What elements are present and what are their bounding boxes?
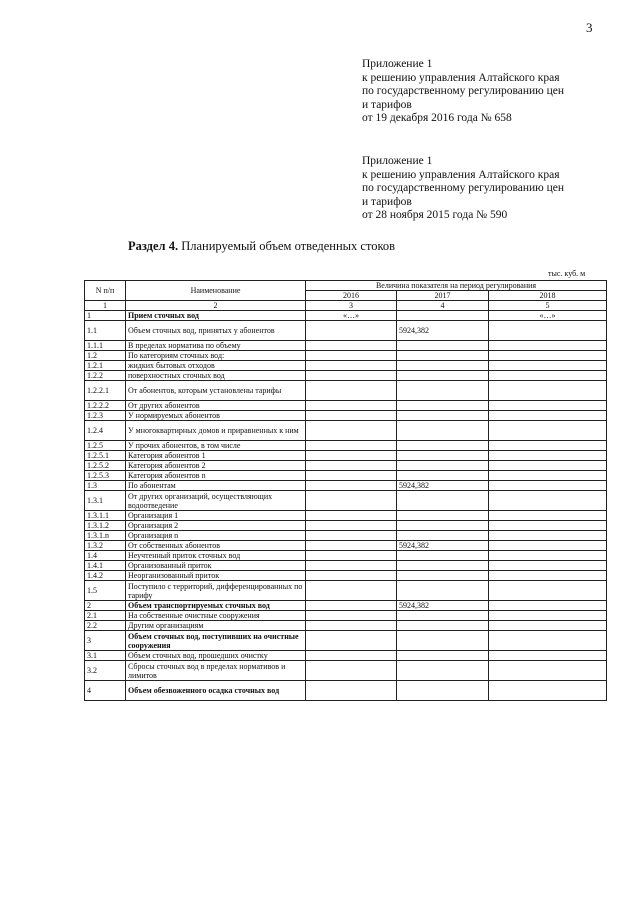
table-row [85,571,607,581]
row-name: Организация 2 [126,521,306,531]
row-name: По категориям сточных вод: [126,351,306,361]
row-name: От абонентов, которым установлены тарифы [126,381,306,401]
row-number: 1.3 [85,481,126,491]
row-name: Организация 1 [126,511,306,521]
value-2016 [306,661,397,681]
table-row [85,631,607,651]
value-2018 [489,531,607,541]
row-name: Сбросы сточных вод в пределах нормативов и лимитов [126,661,306,681]
table-header-row [85,281,607,291]
row-number: 2.1 [85,611,126,621]
row-name: У нормируемых абонентов [126,411,306,421]
value-2017 [397,341,489,351]
row-number: 1.3.1.1 [85,511,126,521]
value-2017 [397,371,489,381]
value-2016 [306,351,397,361]
appendix-current [362,58,612,126]
value-2018 [489,551,607,561]
value-2018 [489,491,607,511]
value-2018 [489,621,607,631]
table-row [85,491,607,511]
value-2016 [306,521,397,531]
value-2017 [397,571,489,581]
value-2016 [306,381,397,401]
table-row [85,521,607,531]
appendix-line: и тарифов [362,98,412,111]
row-number: 1.2 [85,351,126,361]
header-name: Наименование [126,281,306,301]
table-row [85,381,607,401]
value-2018 [489,571,607,581]
value-2017 [397,471,489,481]
table-row [85,511,607,521]
table-row [85,661,607,681]
table-row [85,461,607,471]
value-2016 [306,411,397,421]
appendix-previous [362,155,612,223]
row-name: От других организаций, осуществляющих водоотведение [126,491,306,511]
table-row [85,401,607,411]
row-number: 2.2 [85,621,126,631]
value-2018 [489,541,607,551]
col-number: 2 [126,301,306,311]
table-row [85,411,607,421]
table-row [85,581,607,601]
row-number: 4 [85,681,126,701]
row-number: 3 [85,631,126,651]
row-number: 1.2.3 [85,411,126,421]
value-2018 [489,511,607,521]
value-2016 [306,511,397,521]
appendix-line: к решению управления Алтайского края [362,168,560,181]
row-name: От собственных абонентов [126,541,306,551]
table-row [85,361,607,371]
table-row [85,451,607,461]
row-number: 2 [85,601,126,611]
row-number: 1.4.1 [85,561,126,571]
value-2018 [489,351,607,361]
appendix-line: к решению управления Алтайского края [362,71,560,84]
value-2016 [306,531,397,541]
value-2017 [397,361,489,371]
row-number: 1.2.2.2 [85,401,126,411]
appendix-line: от 28 ноября 2015 года № 590 [362,209,508,221]
value-2016 [306,481,397,491]
section-label: Раздел 4. [128,239,179,253]
table-row [85,311,607,321]
value-2018 [489,341,607,351]
value-2018 [489,521,607,531]
value-2016 [306,551,397,561]
value-2016 [306,471,397,481]
table-row [85,471,607,481]
table-row [85,371,607,381]
table-row [85,421,607,441]
header-period: Величина показателя на период регулирования [306,281,607,291]
value-2017 [397,401,489,411]
row-name: На собственные очистные сооружения [126,611,306,621]
value-2017 [397,551,489,561]
appendix-title: Приложение 1 [362,155,433,167]
value-2018 [489,321,607,341]
table-row [85,321,607,341]
header-num: N п/п [85,281,126,301]
row-name: Организованный приток [126,561,306,571]
value-2017: 5924,382 [397,601,489,611]
header-year-2016: 2016 [306,291,397,301]
row-name: Неучтенный приток сточных вод [126,551,306,561]
value-2017 [397,421,489,441]
col-number: 3 [306,301,397,311]
value-2018 [489,661,607,681]
row-number: 1.2.5.2 [85,461,126,471]
row-name: Объем сточных вод, принятых у абонентов [126,321,306,341]
value-2018 [489,461,607,471]
value-2018 [489,601,607,611]
value-2017 [397,451,489,461]
row-name: Неорганизованный приток [126,571,306,581]
value-2017 [397,311,489,321]
row-number: 1.2.5.3 [85,471,126,481]
value-2016 [306,541,397,551]
value-2018 [489,371,607,381]
appendix-line: по государственному регулированию цен [362,85,565,97]
value-2017 [397,441,489,451]
value-2017: 5924,382 [397,541,489,551]
row-number: 1.2.2 [85,371,126,381]
row-name: Категория абонентов n [126,471,306,481]
table-row [85,561,607,571]
value-2018 [489,441,607,451]
table-row [85,481,607,491]
value-2016 [306,601,397,611]
value-2016 [306,341,397,351]
row-name: По абонентам [126,481,306,491]
value-2017 [397,561,489,571]
value-2016 [306,371,397,381]
value-2016 [306,621,397,631]
row-number: 1.2.2.1 [85,381,126,401]
value-2017 [397,381,489,401]
value-2016 [306,491,397,511]
row-number: 1.3.1.n [85,531,126,541]
row-name: Объем обезвоженного осадка сточных вод [126,681,306,701]
row-name: У многоквартирных домов и приравненных к ним [126,421,306,441]
table-row [85,601,607,611]
row-name: жидких бытовых отходов [126,361,306,371]
value-2017 [397,631,489,651]
value-2016 [306,321,397,341]
value-2016 [306,441,397,451]
value-2017 [397,621,489,631]
table-row [85,351,607,361]
row-name: Другим организациям [126,621,306,631]
value-2018 [489,381,607,401]
value-2017 [397,531,489,541]
value-2016: «…» [306,311,397,321]
value-2017 [397,511,489,521]
row-name: У прочих абонентов, в том числе [126,441,306,451]
value-2016 [306,571,397,581]
table-colnum-row [85,301,607,311]
value-2018 [489,581,607,601]
section-title [128,239,395,254]
row-number: 1.5 [85,581,126,601]
value-2017 [397,661,489,681]
row-number: 1.1.1 [85,341,126,351]
table-row [85,551,607,561]
value-2017 [397,461,489,471]
value-2016 [306,581,397,601]
appendix-line: и тарифов [362,195,412,208]
value-2018 [489,681,607,701]
value-2017 [397,491,489,511]
section-heading: Планируемый объем отведенных стоков [181,239,396,253]
row-name: Категория абонентов 1 [126,451,306,461]
volume-table [84,280,607,701]
value-2018 [489,421,607,441]
col-number: 4 [397,301,489,311]
row-name: Объем транспортируемых сточных вод [126,601,306,611]
row-number: 1.2.4 [85,421,126,441]
row-number: 1.2.5 [85,441,126,451]
row-number: 1.3.1 [85,491,126,511]
row-number: 1.2.5.1 [85,451,126,461]
value-2017 [397,351,489,361]
value-2016 [306,681,397,701]
value-2018 [489,561,607,571]
value-2018 [489,401,607,411]
header-year-2017: 2017 [397,291,489,301]
row-number: 3.2 [85,661,126,681]
value-2016 [306,561,397,571]
table-row [85,341,607,351]
value-2016 [306,611,397,621]
value-2017 [397,651,489,661]
table-row [85,651,607,661]
row-name: Объем сточных вод, прошедших очистку [126,651,306,661]
row-name: От других абонентов [126,401,306,411]
value-2018 [489,451,607,461]
value-2018: «…» [489,311,607,321]
row-name: Объем сточных вод, поступивших на очистные сооружения [126,631,306,651]
row-number: 1.2.1 [85,361,126,371]
table-row [85,611,607,621]
row-name: поверхностных сточных вод [126,371,306,381]
col-number: 1 [85,301,126,311]
value-2018 [489,631,607,651]
value-2017 [397,411,489,421]
value-2016 [306,461,397,471]
table-row [85,681,607,701]
value-2016 [306,401,397,411]
table-row [85,621,607,631]
row-number: 1.3.2 [85,541,126,551]
row-name: Организация n [126,531,306,541]
row-number: 1 [85,311,126,321]
table-row [85,441,607,451]
value-2017 [397,611,489,621]
value-2018 [489,471,607,481]
value-2016 [306,361,397,371]
appendix-line: от 19 декабря 2016 года № 658 [362,112,512,124]
row-name: В пределах норматива по объему [126,341,306,351]
value-2018 [489,481,607,491]
value-2017 [397,521,489,531]
table-row [85,531,607,541]
col-number: 5 [489,301,607,311]
row-number: 3.1 [85,651,126,661]
value-2016 [306,651,397,661]
row-number: 1.4 [85,551,126,561]
row-number: 1.1 [85,321,126,341]
value-2016 [306,421,397,441]
row-name: Поступило с территорий, дифференцированных по тарифу [126,581,306,601]
appendix-line: по государственному регулированию цен [362,182,565,194]
value-2017: 5924,382 [397,481,489,491]
value-2018 [489,411,607,421]
row-number: 1.3.1.2 [85,521,126,531]
row-name: Прием сточных вод [126,311,306,321]
header-year-2018: 2018 [489,291,607,301]
units-label: тыс. куб. м [548,269,586,278]
row-name: Категория абонентов 2 [126,461,306,471]
value-2018 [489,651,607,661]
value-2017 [397,581,489,601]
value-2016 [306,451,397,461]
value-2017 [397,681,489,701]
appendix-title: Приложение 1 [362,58,433,70]
value-2018 [489,611,607,621]
page-number: 3 [586,20,593,35]
value-2017: 5924,382 [397,321,489,341]
table-row [85,541,607,551]
value-2018 [489,361,607,371]
row-number: 1.4.2 [85,571,126,581]
value-2016 [306,631,397,651]
